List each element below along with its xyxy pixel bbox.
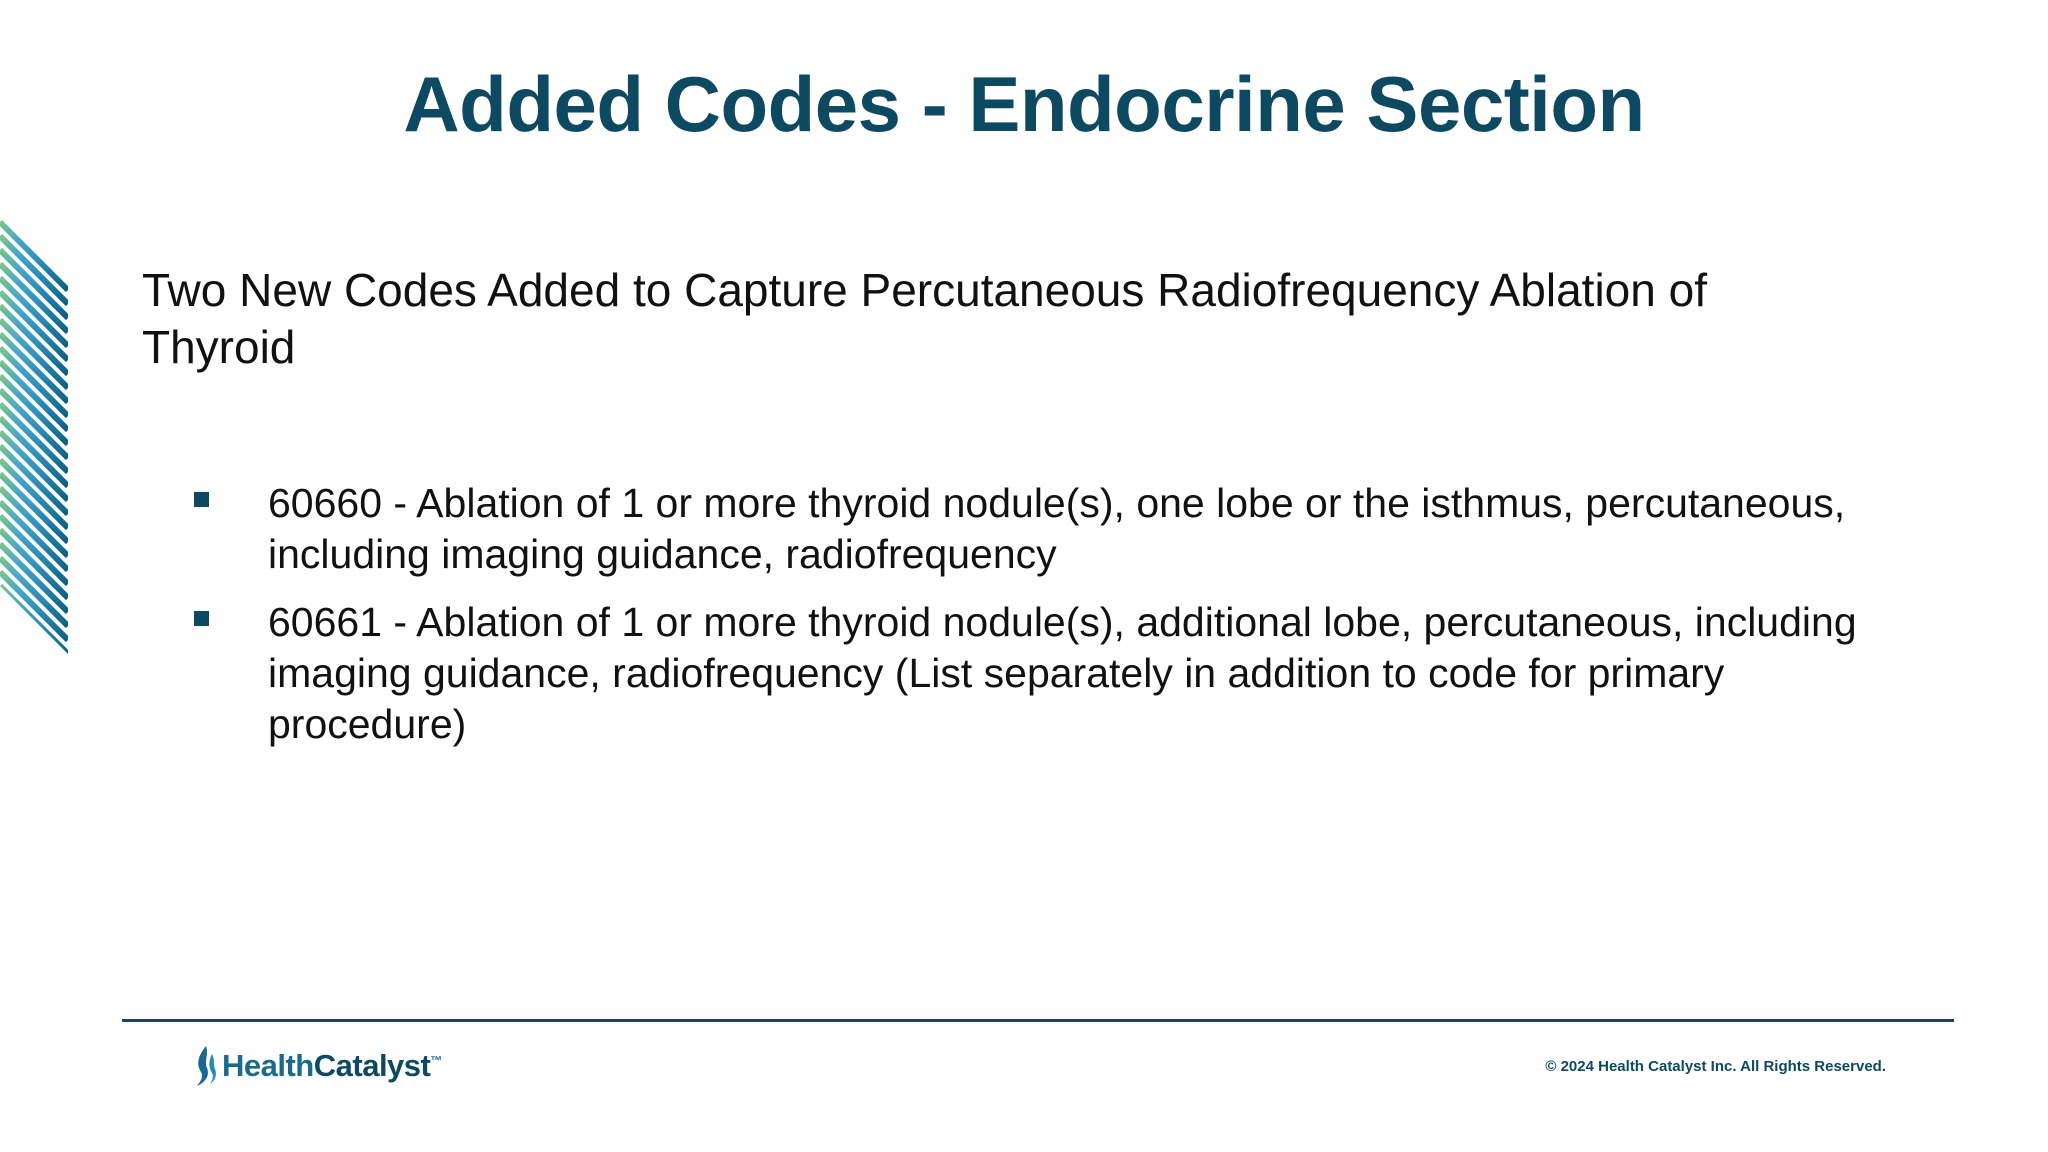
copyright-notice: © 2024 Health Catalyst Inc. All Rights Reserved. [1545, 1058, 1886, 1075]
slide-title: Added Codes - Endocrine Section [403, 60, 1645, 148]
bullet-text: 60660 - Ablation of 1 or more thyroid nodule(s), one lobe or the isthmus, percutaneous, including imaging guidance, radiofrequency [268, 480, 1846, 577]
decorative-stripes [0, 218, 68, 654]
slide-subtitle: Two New Codes Added to Capture Percutaneous Radiofrequency Ablation of Thyroid [142, 264, 1707, 373]
stripe-line [0, 218, 68, 220]
health-catalyst-logo [192, 1044, 442, 1088]
bullet-item [190, 597, 1890, 750]
bullet-text: 60661 - Ablation of 1 or more thyroid nodule(s), additional lobe, percutaneous, including imaging guidance, radiofrequency (List separately in addition to code for primary procedure) [268, 599, 1857, 747]
flame-icon [192, 1044, 218, 1088]
square-bullet-icon [194, 611, 209, 626]
square-bullet-icon [194, 492, 209, 507]
logo-wordmark [222, 1048, 442, 1084]
logo-word-catalyst: Catalyst [313, 1048, 431, 1083]
bullet-list [190, 478, 1890, 767]
footer-divider [122, 1019, 1954, 1022]
bullet-item [190, 478, 1890, 580]
logo-trademark: ™ [430, 1053, 442, 1068]
logo-word-health: Health [222, 1048, 314, 1083]
